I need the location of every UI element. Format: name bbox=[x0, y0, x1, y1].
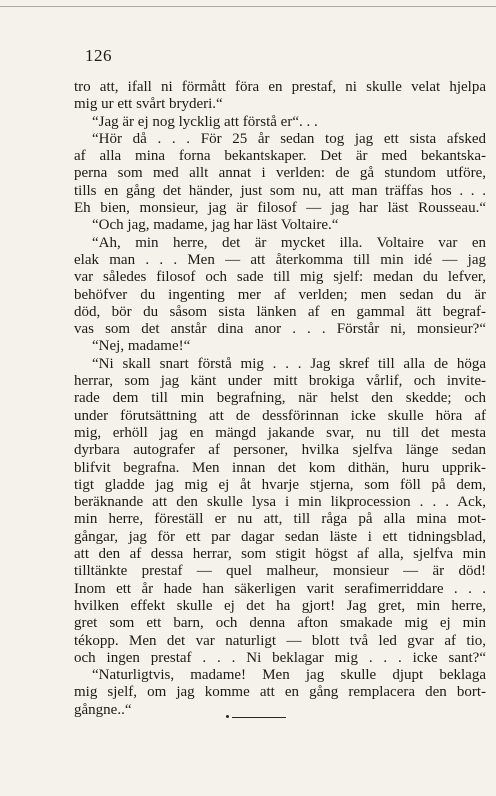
body-text bbox=[74, 79, 486, 719]
page-number: 126 bbox=[85, 46, 112, 65]
text-line: min herre, föreställ er nu att, till råga på alla mina mot- bbox=[74, 511, 486, 528]
text-line: “Jag är ej nog lycklig att förstå er“. . . bbox=[92, 113, 318, 130]
top-edge-rule bbox=[0, 6, 496, 7]
text-line: hvilken effekt skulle ej det ha gjort! Jag gret, min herre, bbox=[74, 597, 486, 614]
text-line: tékopp. Men det var naturligt — blott två led gvar af tio, bbox=[74, 632, 486, 649]
text-line: tills en gång det händer, just som nu, att man träffas hos . . . bbox=[74, 182, 486, 199]
text-line: “Naturligtvis, madame! Men jag skulle djupt beklaga bbox=[92, 667, 486, 684]
text-line: tigt gladde jag mig ej åt hvarje stjerna, som föll på dem, bbox=[74, 476, 486, 493]
text-line: beräknande att den skulle lysa i min likprocession . . . Ack, bbox=[74, 494, 486, 511]
text-line: under förutsättning att de dessförinnan icke skulle höra af bbox=[74, 407, 486, 424]
text-line: att den af dessa herrar, som stigit högst af alla, sjelfva min bbox=[74, 546, 486, 563]
text-line: tro att, ifall ni förmått föra en prestaf, ni skulle velat hjelpa bbox=[74, 79, 486, 95]
closing-rule bbox=[232, 717, 286, 718]
text-line: herrar, som jag känt under mitt brokiga vårlif, och invite- bbox=[74, 373, 486, 390]
text-line: gångar, jag för ett par dagar sedan läste i ett tidningsblad, bbox=[74, 528, 486, 545]
text-line: gångne..“ bbox=[74, 701, 132, 718]
text-line: “Ah, min herre, det är mycket illa. Voltaire var en bbox=[92, 234, 486, 251]
text-line: behöfver du ingenting mer af verlden; men sedan du är bbox=[74, 286, 486, 303]
text-line: “Nej, madame!“ bbox=[92, 338, 191, 355]
text-line: var således filosof och sade till mig sjelf: medan du lefver, bbox=[74, 269, 486, 286]
text-line: gret som ett barn, och denna afton smakade mig ej min bbox=[74, 615, 486, 632]
text-line: rade dem till min begrafning, när helst den skedde; och bbox=[74, 390, 486, 407]
text-line: perna som med allt annat i verlden: de gå stundom utföre, bbox=[74, 165, 486, 182]
text-line: mig ur ett svårt bryderi.“ bbox=[74, 96, 223, 113]
text-line: “Hör då . . . För 25 år sedan tog jag ett sista afsked bbox=[92, 130, 486, 147]
text-line: mig, erhöll jag en mängd jakande svar, nu till det mesta bbox=[74, 424, 486, 441]
text-line: och ingen prestaf . . . Ni beklagar mig . . . icke sant?“ bbox=[74, 649, 486, 666]
text-line: dyrbara autografer af personer, hvilka sjelfva länge sedan bbox=[74, 442, 486, 459]
text-line: blifvit begrafna. Men innan det kom dithän, huru upprik- bbox=[74, 459, 486, 476]
text-line: död, bör du såsom sista länken af en gammal ätt begraf- bbox=[74, 303, 486, 320]
text-line: tilltänkte prestaf — quel malheur, monsieur — är död! bbox=[74, 563, 486, 580]
text-line: Eh bien, monsieur, jag är filosof — jag har läst Rousseau.“ bbox=[74, 200, 486, 217]
text-line: elak man . . . Men — att återkomma till min idé — jag bbox=[74, 251, 486, 268]
rule-dot-left bbox=[226, 715, 229, 718]
text-line: Inom ett år hade han säkerligen varit serafimerriddare . . . bbox=[74, 580, 486, 597]
text-line: af alla mina forna bekantskaper. Det är med bekantska- bbox=[74, 148, 486, 165]
text-line: vas som det anstår dina anor . . . Förstår ni, monsieur?“ bbox=[74, 321, 486, 338]
text-line: mig sjelf, om jag komme att en gång remplacera den bort- bbox=[74, 684, 486, 701]
text-line: “Ni skall snart förstå mig . . . Jag skref till alla de höga bbox=[92, 355, 486, 372]
text-line: “Och jag, madame, jag har läst Voltaire.“ bbox=[92, 217, 339, 234]
